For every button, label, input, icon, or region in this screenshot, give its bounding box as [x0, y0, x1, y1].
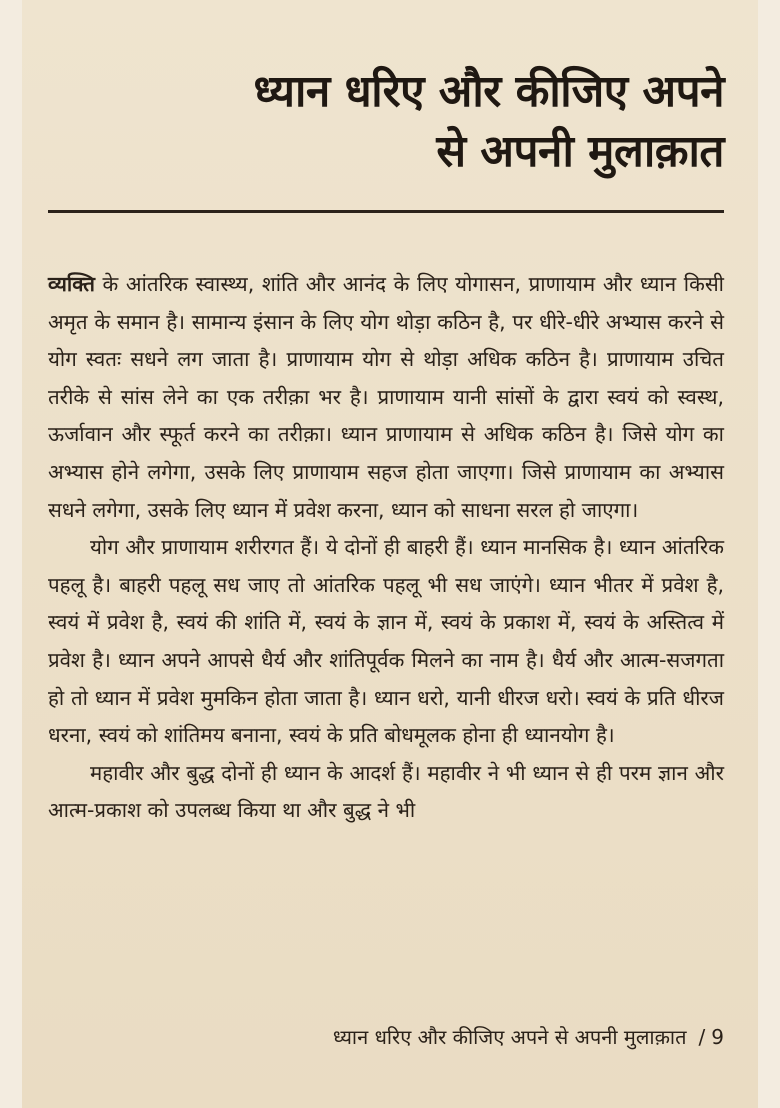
paragraph-1	[48, 266, 724, 529]
page-margin-left	[0, 0, 22, 1108]
page-number: 9	[711, 1025, 724, 1049]
page-margin-right	[758, 0, 780, 1108]
paragraph-2: योग और प्राणायाम शरीरगत हैं। ये दोनों ही बाहरी हैं। ध्यान मानसिक है। ध्यान आंतरिक पहलू है। बाहरी पहलू सध जाए तो आंतरिक पहलू भी सध जाएंगे। ध्यान भीतर में प्रवेश है, स्वयं में प्रवेश है, स्वयं की शांति में, स्वयं के ज्ञान में, स्वयं के प्रकाश में, स्वयं के अस्तित्व में प्रवेश है। ध्यान अपने आपसे धैर्य और शांतिपूर्वक मिलने का नाम है। धैर्य और आत्म-सजगता हो तो ध्यान में प्रवेश मुमकिन होता जाता है। ध्यान धरो, यानी धीरज धरो। स्वयं के प्रति धीरज धरना, स्वयं को शांतिमय बनाना, स्वयं के प्रति बोधमूलक होना ही ध्यानयोग है।	[48, 535, 724, 748]
chapter-body	[48, 266, 724, 830]
footer-separator: /	[698, 1025, 706, 1049]
paragraph-1-text: के आंतरिक स्वास्थ्य, शांति और आनंद के लिए योगासन, प्राणायाम और ध्यान किसी अमृत के समान है। सामान्य इंसान के लिए योग थोड़ा कठिन है, पर धीरे-धीरे अभ्यास करने से योग स्वतः सधने लग जाता है। प्राणायाम योग से थोड़ा अधिक कठिन है। प्राणायाम उचित तरीके से सांस लेने का एक तरीक़ा भर है। प्राणायाम यानी सांसों के द्वारा स्वयं को स्वस्थ, ऊर्जावान और स्फूर्त करने का तरीक़ा। ध्यान प्राणायाम से अधिक कठिन है। जिसे योग का अभ्यास होने लगेगा, उसके लिए प्राणायाम सहज होता जाएगा। जिसे प्राणायाम का अभ्यास सधने लगेगा, उसके लिए ध्यान में प्रवेश करना, ध्यान को साधना सरल हो जाएगा।	[48, 272, 724, 522]
chapter-title-line-1: ध्यान धरिए और कीजिए अपने	[253, 66, 724, 117]
chapter-title	[104, 62, 724, 182]
page-footer	[333, 1022, 724, 1052]
paragraph-3: महावीर और बुद्ध दोनों ही ध्यान के आदर्श हैं। महावीर ने भी ध्यान से ही परम ज्ञान और आत्म-प्रकाश को उपलब्ध किया था और बुद्ध ने भी	[48, 760, 724, 823]
title-divider	[48, 210, 724, 213]
lead-word: व्यक्ति	[48, 272, 95, 296]
running-title: ध्यान धरिए और कीजिए अपने से अपनी मुलाक़ात	[332, 1025, 687, 1049]
chapter-title-line-2: से अपनी मुलाक़ात	[436, 126, 724, 177]
